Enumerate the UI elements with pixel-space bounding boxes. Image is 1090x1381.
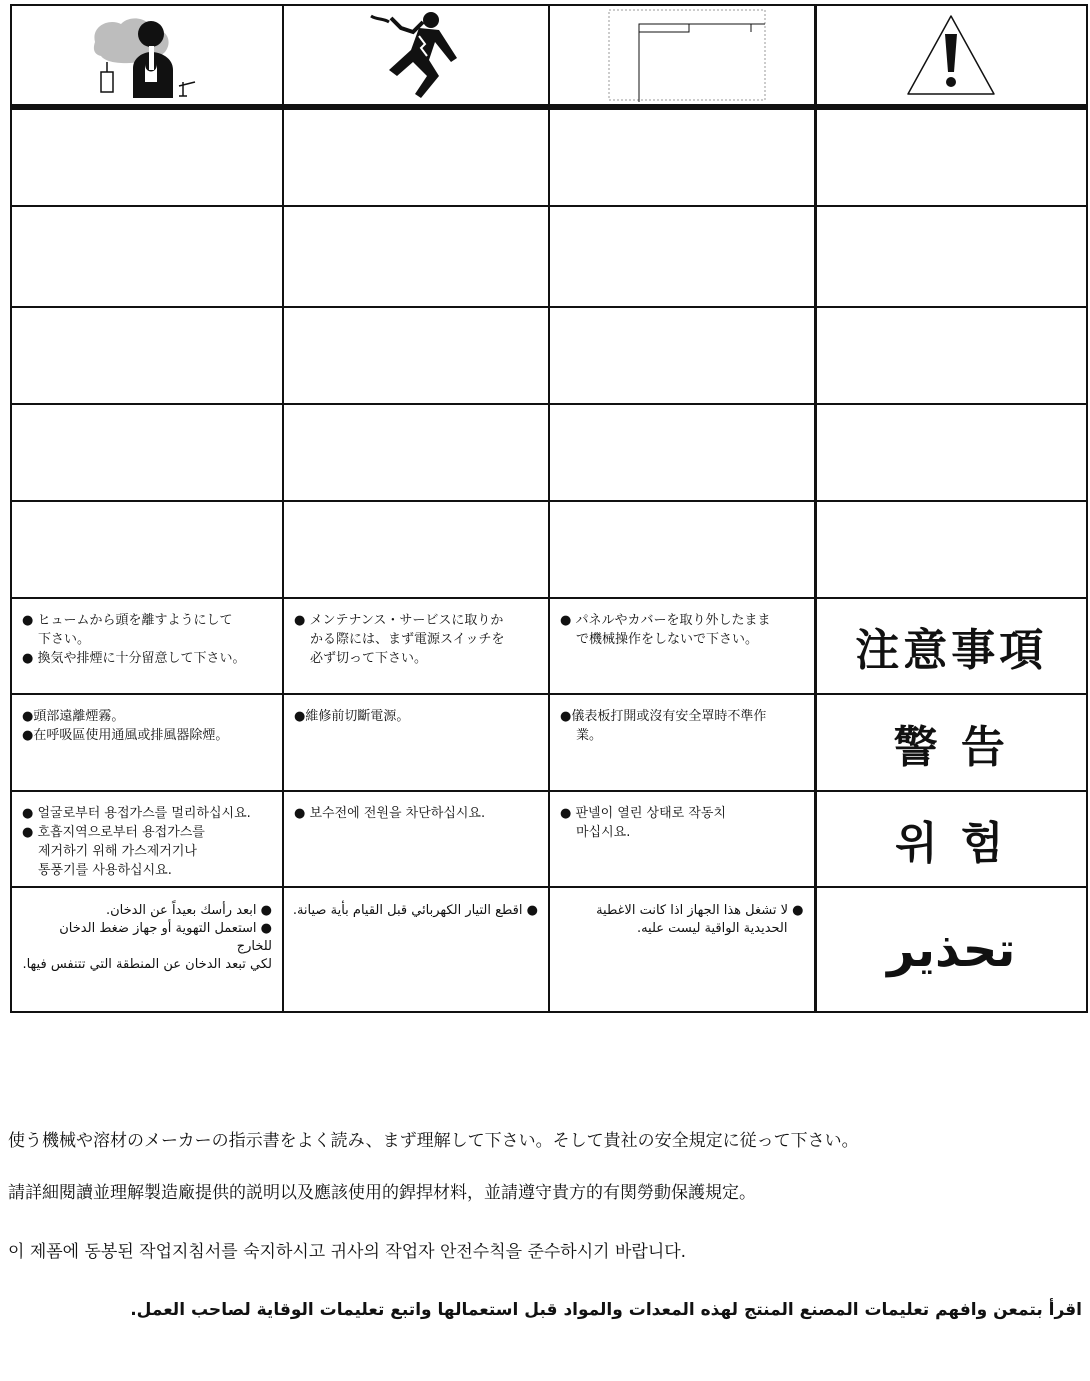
warning-triangle-icon xyxy=(904,12,998,98)
korean-panel-warning: ● 판넬이 열린 상태로 작동치 마십시요. xyxy=(549,791,815,887)
chinese-panel-warning: ●儀表板打開或沒有安全罩時不準作 業。 xyxy=(549,694,815,791)
japanese-panel-warning: ● パネルやカバーを取り外したまま で機械操作をしないで下さい。 xyxy=(549,598,815,694)
blank-cell xyxy=(549,404,815,501)
blank-cell xyxy=(815,307,1087,404)
blank-cell xyxy=(283,107,549,206)
blank-cell xyxy=(283,307,549,404)
shock-icon-cell xyxy=(283,5,549,107)
arabic-fume-warning: ● ابعد رأسك بعيداً عن الدخان. ● استعمل التهوية أو جهاز ضغط الدخان للخارج لكي تبعد الدخان عن المنطقة التي تتنفس فيها. xyxy=(11,887,283,1012)
warning-icon-cell xyxy=(815,5,1087,107)
blank-cell xyxy=(815,501,1087,598)
arabic-shock-warning: ● اقطع التيار الكهربائي قبل القيام بأية صيانة. xyxy=(283,887,549,1012)
fume-icon-cell xyxy=(11,5,283,107)
blank-cell xyxy=(283,501,549,598)
arabic-warning-title: تحذير xyxy=(815,887,1087,1012)
electric-shock-icon xyxy=(361,10,471,100)
chinese-warning-title: 警 告 xyxy=(815,694,1087,791)
blank-cell xyxy=(549,107,815,206)
korean-instruction-note: 이 제폼에 동봉된 작업지침서를 숙지하시고 귀사의 작업자 안전수칙을 준수하시기 바랍니다. xyxy=(8,1242,687,1262)
japanese-row xyxy=(11,598,1087,694)
arabic-panel-warning: ● لا تشغل هذا الجهاز اذا كانت الاغطية الحديدية الواقية ليست عليه. xyxy=(549,887,815,1012)
chinese-fume-warning: ●頭部遠離煙霧。 ●在呼吸區使用通風或排風器除煙。 xyxy=(11,694,283,791)
safety-warning-table xyxy=(10,4,1088,1013)
blank-cell xyxy=(11,501,283,598)
arabic-row xyxy=(11,887,1087,1012)
arabic-instruction-note: اقرأ بتمعن وافهم تعليمات المصنع المنتج لهذه المعدات والمواد قبل استعمالها واتبع تعليمات الوقاية لصاحب العمل. xyxy=(130,1300,1082,1320)
blank-cell xyxy=(11,206,283,307)
japanese-warning-title: 注意事項 xyxy=(815,598,1087,694)
japanese-shock-warning: ● メンテナンス・サービスに取りか かる際には、まず電源スイッチを 必ず切って下さい。 xyxy=(283,598,549,694)
japanese-fume-warning: ● ヒュームから頭を離すようにして 下さい。 ● 換気や排煙に十分留意して下さい。 xyxy=(11,598,283,694)
blank-cell xyxy=(549,501,815,598)
blank-cell xyxy=(283,206,549,307)
korean-shock-warning: ● 보수전에 전원을 차단하십시요. xyxy=(283,791,549,887)
blank-label-frame-icon xyxy=(597,8,767,102)
chinese-row xyxy=(11,694,1087,791)
blank-cell xyxy=(11,307,283,404)
blank-cell xyxy=(815,107,1087,206)
blank-cell xyxy=(11,404,283,501)
blank-icon-cell xyxy=(549,5,815,107)
blank-cell xyxy=(549,206,815,307)
fume-breathing-icon xyxy=(87,12,207,98)
chinese-instruction-note: 請詳細閱讀並理解製造廠提供的説明以及應該使用的銲捍材料，並請遵守貴方的有関勞動保護規定。 xyxy=(8,1183,756,1203)
korean-fume-warning: ● 얼굴로부터 용접가스를 멀리하십시요. ● 호흡지역으로부터 용접가스를 제거하기 위해 가스제거기나 통풍기를 사용하십시요. xyxy=(11,791,283,887)
blank-cell xyxy=(815,404,1087,501)
korean-row xyxy=(11,791,1087,887)
japanese-instruction-note: 使う機械や溶材のメーカーの指示書をよく読み、まず理解して下さい。そして貴社の安全規定に従って下さい。 xyxy=(8,1131,859,1151)
blank-cell xyxy=(549,307,815,404)
blank-cell xyxy=(815,206,1087,307)
korean-warning-title: 위 험 xyxy=(815,791,1087,887)
chinese-shock-warning: ●維修前切斷電源。 xyxy=(283,694,549,791)
blank-cell xyxy=(283,404,549,501)
blank-cell xyxy=(11,107,283,206)
